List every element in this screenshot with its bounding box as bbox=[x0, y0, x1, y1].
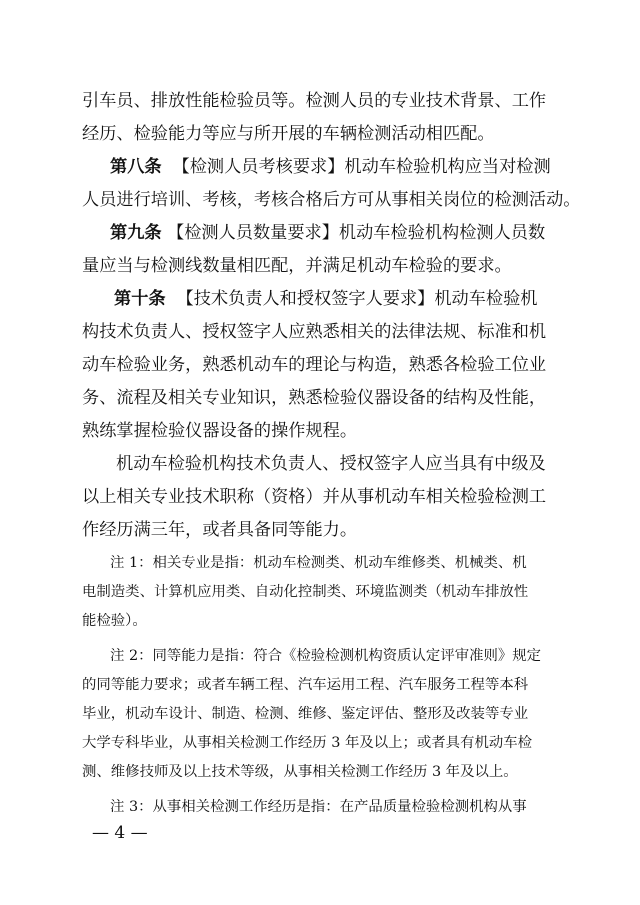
line-text: 【检测人员数量要求】机动车检验机构检测人员数 bbox=[167, 223, 546, 243]
line-text: 引车员、排放性能检验员等。检测人员的专业技术背景、工作 bbox=[82, 91, 547, 111]
note-text: 能检验）。 bbox=[82, 613, 147, 629]
body-line bbox=[82, 93, 546, 110]
note-text: 的同等能力要求；或者车辆工程、汽车运用工程、汽车服务工程等本科 bbox=[82, 677, 529, 693]
body-line bbox=[82, 489, 546, 506]
body-line bbox=[116, 456, 546, 473]
note-text: 注 2：同等能力是指：符合《检验检测机构资质认定评审准则》规定 bbox=[110, 648, 542, 664]
line-text: 以上相关专业技术职称（资格）并从事机动车相关检验检测工 bbox=[82, 487, 547, 507]
note-line bbox=[82, 707, 528, 721]
line-text: 务、流程及相关专业知识，熟悉检验仪器设备的结构及性能， bbox=[82, 388, 547, 408]
line-text: 动车检验业务，熟悉机动车的理论与构造，熟悉各检验工位业 bbox=[82, 355, 547, 375]
line-text: 量应当与检测线数量相匹配，并满足机动车检验的要求。 bbox=[82, 256, 512, 276]
line-text: 人员进行培训、考核，考核合格后方可从事相关岗位的检测活动。 bbox=[82, 190, 581, 210]
line-text: 【检测人员考核要求】机动车检验机构应当对检测 bbox=[172, 157, 551, 177]
note-text: 毕业，机动车设计、制造、检测、维修、鉴定评估、整形及改装等专业 bbox=[82, 706, 529, 722]
body-line bbox=[82, 192, 580, 209]
body-line bbox=[82, 258, 512, 275]
note-line bbox=[82, 736, 532, 750]
line-text: 机动车检验机构技术负责人、授权签字人应当具有中级及 bbox=[116, 454, 546, 474]
body-line bbox=[82, 324, 546, 341]
note-line bbox=[82, 678, 528, 692]
article-heading: 第九条 bbox=[110, 223, 162, 243]
article-10-line bbox=[114, 291, 537, 308]
page-number: — 4 — bbox=[92, 823, 148, 843]
body-line bbox=[82, 126, 495, 143]
note-line bbox=[82, 585, 528, 599]
line-text: 经历、检验能力等应与所开展的车辆检测活动相匹配。 bbox=[82, 124, 495, 144]
line-text: 【技术负责人和授权签字人要求】机动车检验机 bbox=[176, 289, 538, 309]
note-text: 大学专科毕业，从事相关检测工作经历 3 年及以上；或者具有机动车检 bbox=[82, 735, 533, 751]
note-text: 电制造类、计算机应用类、自动化控制类、环境监测类（机动车排放性 bbox=[82, 584, 529, 600]
body-line bbox=[82, 390, 546, 407]
article-9-line bbox=[110, 225, 545, 242]
article-heading: 第八条 bbox=[110, 157, 162, 177]
line-text: 熟练掌握检验仪器设备的操作规程。 bbox=[82, 421, 358, 441]
line-text: 构技术负责人、授权签字人应熟悉相关的法律法规、标准和机 bbox=[82, 322, 547, 342]
note-text: 测、维修技师及以上技术等级，从事相关检测工作经历 3 年及以上。 bbox=[82, 764, 518, 780]
note-text: 注 3：从事相关检测工作经历是指：在产品质量检验检测机构从事 bbox=[110, 799, 527, 815]
line-text: 作经历满三年，或者具备同等能力。 bbox=[82, 520, 358, 540]
body-line bbox=[82, 423, 357, 440]
note-line bbox=[82, 765, 518, 779]
note-line bbox=[110, 556, 527, 570]
note-line bbox=[110, 800, 527, 814]
note-text: 注 1：相关专业是指：机动车检测类、机动车维修类、机械类、机 bbox=[110, 555, 527, 571]
body-line bbox=[82, 522, 357, 539]
article-8-line bbox=[110, 159, 551, 176]
article-heading: 第十条 bbox=[114, 289, 166, 309]
note-line bbox=[82, 614, 147, 628]
body-line bbox=[82, 357, 546, 374]
note-line bbox=[110, 649, 541, 663]
